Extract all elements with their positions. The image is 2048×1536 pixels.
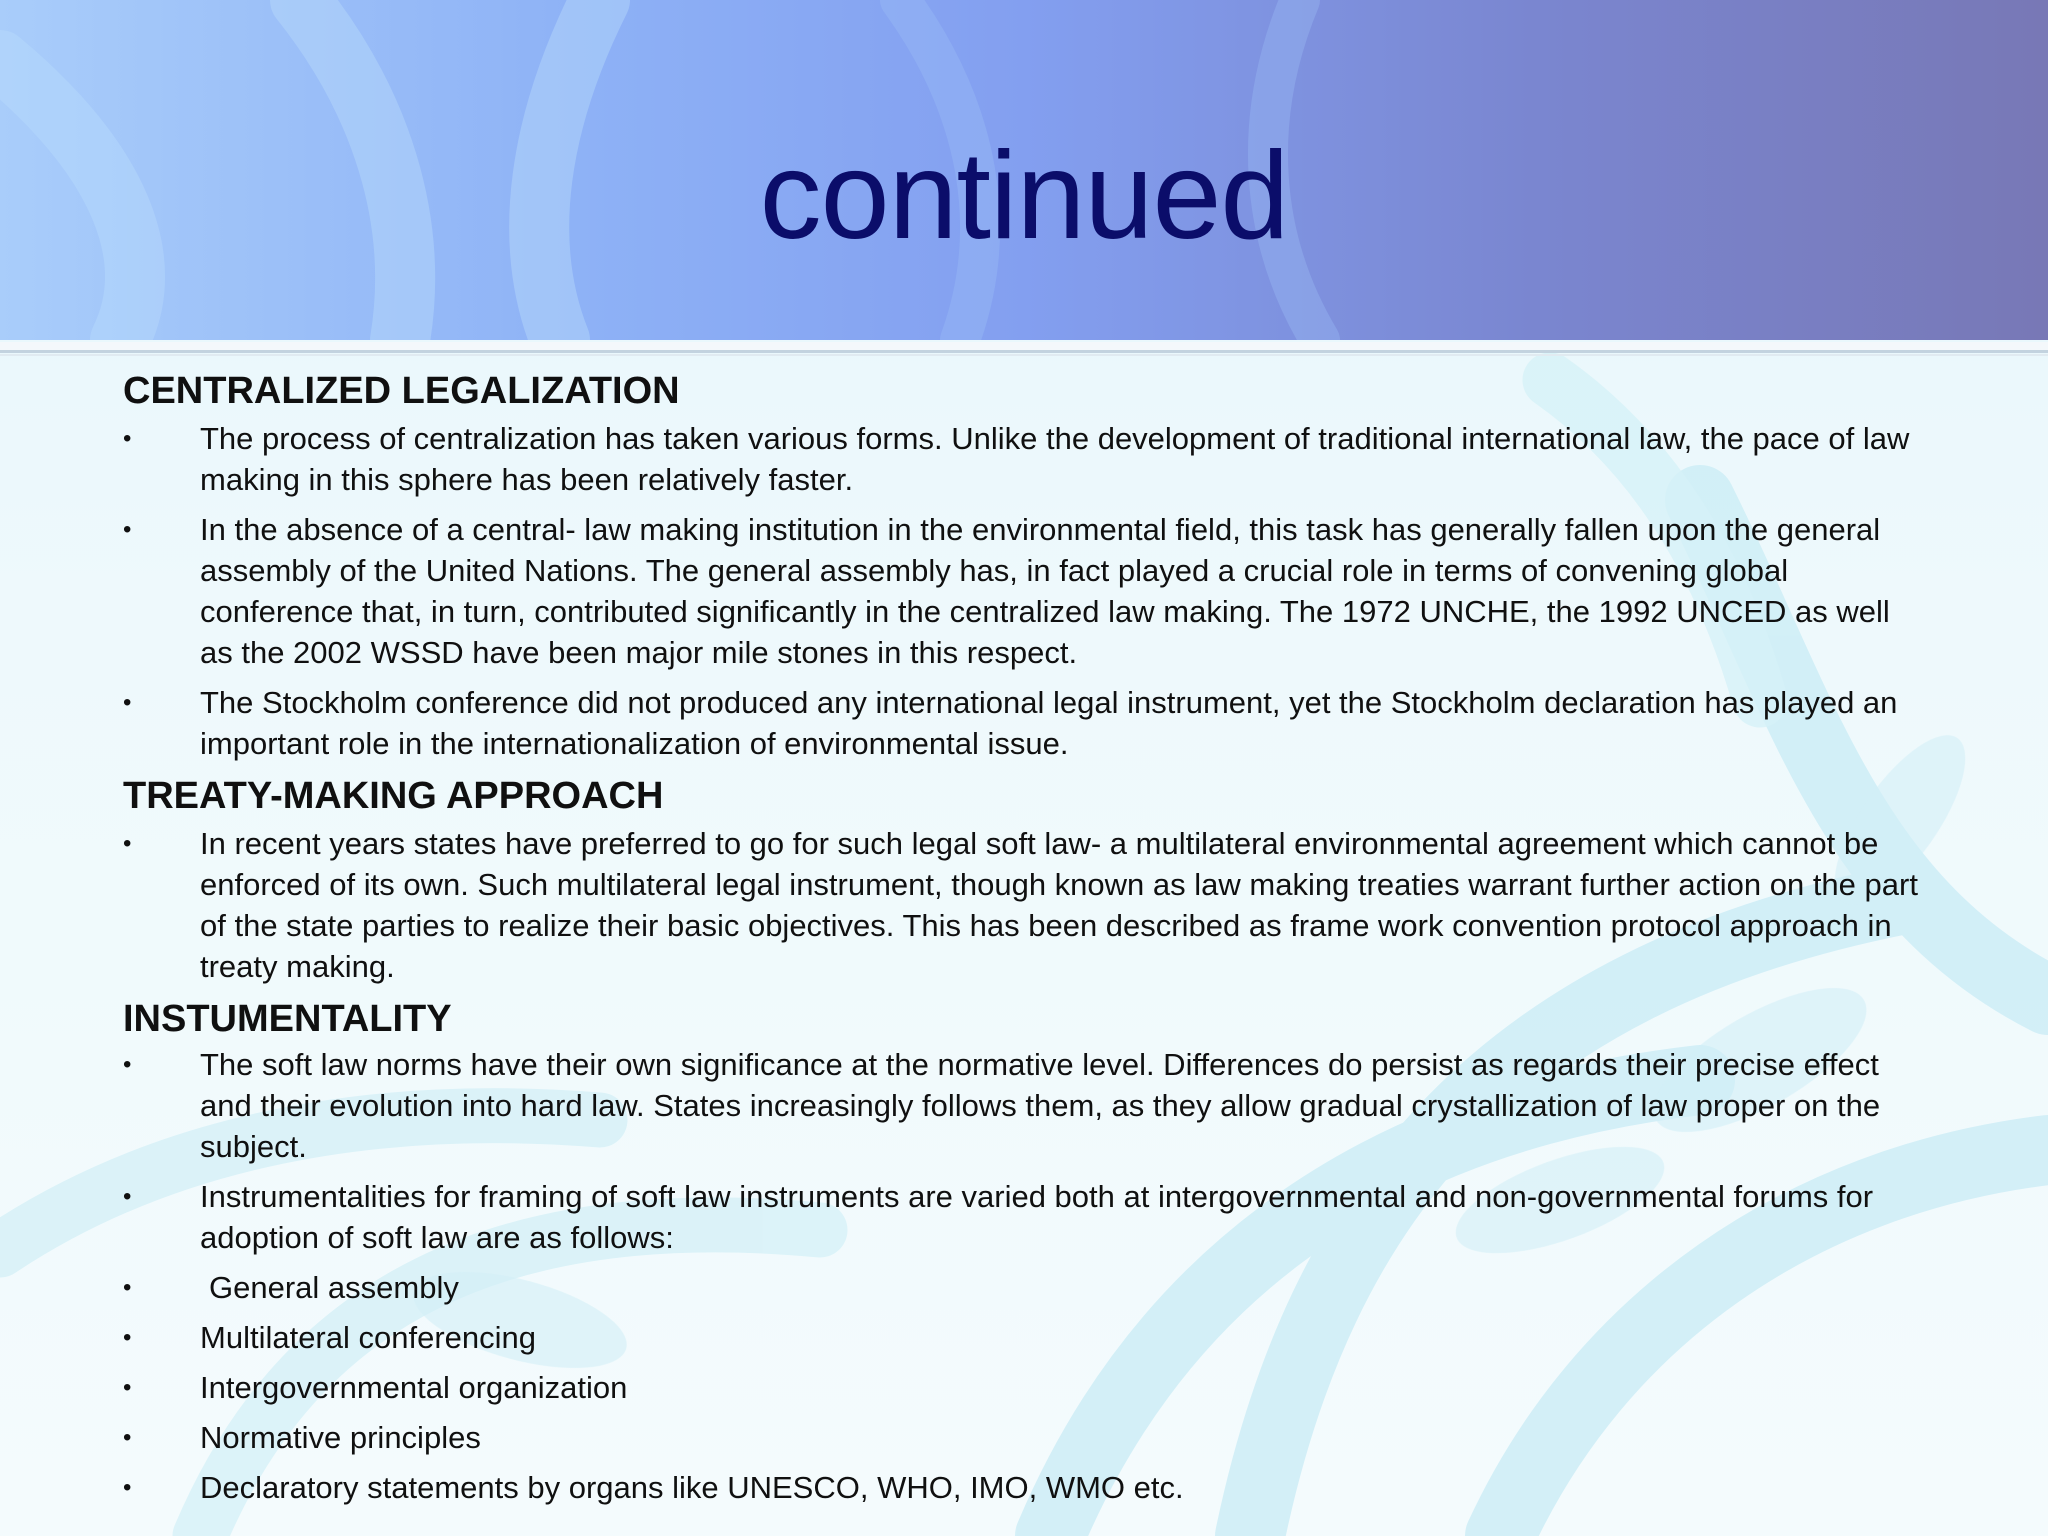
list-item xyxy=(123,418,1923,500)
section-heading-centralized-legalization: CENTRALIZED LEGALIZATION xyxy=(123,370,680,412)
bullet-icon: • xyxy=(123,1274,132,1301)
bullet-icon: • xyxy=(123,425,132,452)
bullet-text: Multilateral conferencing xyxy=(200,1320,537,1355)
bullet-icon: • xyxy=(123,830,132,857)
bullet-text: The soft law norms have their own significance at the normative level. Differences do persist as regards their precise effect and their evolution into hard law. States increasingly follows them, as they allow gradual crystallization of law proper on the subject. xyxy=(200,1047,1881,1164)
bullet-icon: • xyxy=(123,1051,132,1078)
bullet-icon: • xyxy=(123,1424,132,1451)
slide-title: continued xyxy=(759,127,1289,265)
bullet-list-centralized-legalization xyxy=(123,418,1923,764)
bullet-text: Intergovernmental organization xyxy=(200,1370,628,1405)
bullet-icon: • xyxy=(123,1374,132,1401)
header-divider-line xyxy=(0,350,2048,353)
list-item xyxy=(123,1176,1923,1258)
bullet-icon: • xyxy=(123,516,132,543)
bullet-text: In recent years states have preferred to go for such legal soft law- a multilateral environmental agreement which cannot be enforced of its own. Such multilateral legal instrument, though known as law making treaties warrant further action on the part of the state parties to realize their basic objectives. This has been described as frame work convention protocol approach in treaty making. xyxy=(200,826,1918,984)
bullet-text: Instrumentalities for framing of soft law instruments are varied both at intergovernmental and non-governmental forums for adoption of soft law are as follows: xyxy=(200,1179,1874,1255)
list-item xyxy=(123,823,1923,987)
list-item xyxy=(123,1467,1923,1508)
bullet-icon: • xyxy=(123,1474,132,1501)
list-item xyxy=(123,1044,1923,1167)
list-item xyxy=(123,1367,1923,1408)
bullet-icon: • xyxy=(123,689,132,716)
bullet-icon: • xyxy=(123,1183,132,1210)
header-divider-shadow xyxy=(0,354,2048,356)
slide-body xyxy=(123,368,1923,1517)
header-divider xyxy=(0,342,2048,350)
list-item xyxy=(123,1317,1923,1358)
list-item xyxy=(123,1267,1923,1308)
section-heading-instumentality: INSTUMENTALITY xyxy=(123,998,452,1040)
bullet-text: General assembly xyxy=(209,1270,459,1305)
bullet-icon: • xyxy=(123,1324,132,1351)
bullet-text: Declaratory statements by organs like UNESCO, WHO, IMO, WMO etc. xyxy=(200,1470,1184,1505)
bullet-list-treaty-making-approach xyxy=(123,823,1923,987)
bullet-text: In the absence of a central- law making institution in the environmental field, this task has generally fallen upon the general assembly of the United Nations. The general assembly has, in fact played a crucial role in terms of convening global conference that, in turn, contributed significantly in the centralized law making. The 1972 UNCHE, the 1992 UNCED as well as the 2002 WSSD have been major mile stones in this respect. xyxy=(200,512,1890,670)
bullet-text: Normative principles xyxy=(200,1420,481,1455)
list-item xyxy=(123,1417,1923,1458)
bullet-text: The process of centralization has taken various forms. Unlike the development of traditional international law, the pace of law making in this sphere has been relatively faster. xyxy=(200,421,1910,497)
list-item xyxy=(123,509,1923,673)
bullet-list-instumentality xyxy=(123,1044,1923,1508)
list-item xyxy=(123,682,1923,764)
bullet-text: The Stockholm conference did not produced any international legal instrument, yet the Stockholm declaration has played an important role in the internationalization of environmental issue. xyxy=(200,685,1898,761)
section-heading-treaty-making-approach: TREATY-MAKING APPROACH xyxy=(123,775,664,817)
